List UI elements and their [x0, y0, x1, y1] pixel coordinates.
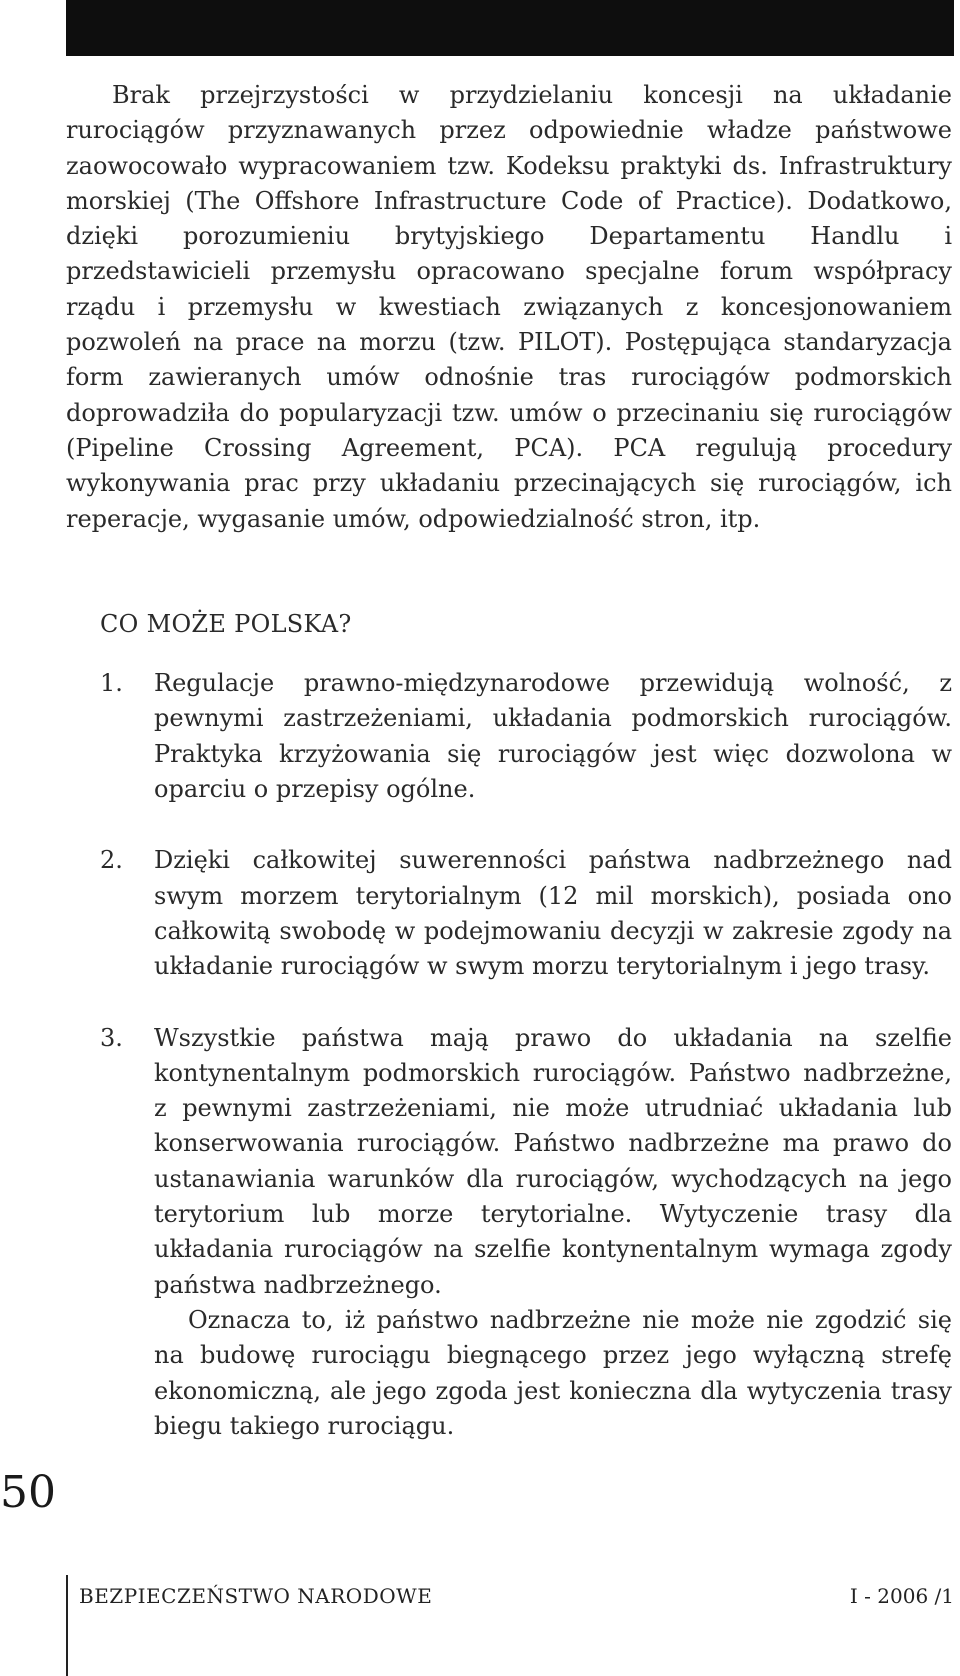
list-item-paragraph: Dzięki całkowitej suwerenności państwa nadbrzeżnego nad swym morzem terytorialnym (12 mil morskich), posiada ono całkowitą swobodę w podejmowaniu decyzji w zakresie zgody na układanie rurociągów w swym morzu terytorialnym i jego trasy.	[154, 846, 952, 981]
footer-journal-title: BEZPIECZEŃSTWO NARODOWE	[79, 1584, 433, 1608]
footer-divider	[66, 1575, 68, 1676]
list-item-3	[66, 1021, 952, 1445]
list-item-text	[154, 1021, 952, 1445]
list-item-text	[154, 843, 952, 984]
list-item-number: 1.	[100, 669, 123, 698]
page-number: 50	[0, 1467, 56, 1518]
list-item-2	[66, 843, 952, 984]
list-item-paragraph: Oznacza to, iż państwo nadbrzeżne nie może nie zgodzić się na budowę rurociągu biegnącego przez jego wyłączną strefę ekonomiczną, ale jego zgoda jest konieczna dla wytyczenia trasy biegu takiego rurociągu.	[154, 1305, 952, 1440]
page-body	[66, 78, 952, 1480]
list-item-paragraph: Wszystkie państwa mają prawo do układania na szelfie kontynentalnym podmorskich rurociągów. Państwo nadbrzeżne, z pewnymi zastrzeżeniami, nie może utrudniać układania lub konserwowania rurociągów. Państwo nadbrzeżne ma prawo do ustanawiania warunków dla rurociągów, wychodzących na jego terytorium lub morze terytorialne. Wytyczenie trasy dla układania rurociągów na szelfie kontynentalnym wymaga zgody państwa nadbrzeżnego.	[154, 1023, 952, 1299]
list-item-1	[66, 666, 952, 807]
intro-paragraph: Brak przejrzystości w przydzielaniu koncesji na układanie rurociągów przyznawanych przez odpowiednie władze państwowe zaowocowało wypracowaniem tzw. Kodeksu praktyki ds. Infrastruktury morskiej (The Offshore Infrastructure Code of Practice). Dodatkowo, dzięki porozumieniu brytyjskiego Departamentu Handlu i przedstawicieli przemysłu opracowano specjalne forum współpracy rządu i przemysłu w kwestiach związanych z koncesjonowaniem pozwoleń na prace na morzu (tzw. PILOT). Postępująca standaryzacja form zawieranych umów odnośnie tras rurociągów podmorskich doprowadziła do popularyzacji tzw. umów o przecinaniu się rurociągów (Pipeline Crossing Agreement, PCA). PCA regulują procedury wykonywania prac przy układaniu przecinających się rurociągów, ich reperacje, wygasanie umów, odpowiedzialność stron, itp.	[66, 81, 952, 533]
list-item-number: 3.	[100, 1023, 123, 1052]
list-item-paragraph: Regulacje prawno-międzynarodowe przewidują wolność, z pewnymi zastrzeżeniami, układania podmorskich rurociągów. Praktyka krzyżowania się rurociągów jest więc dozwolona w oparciu o przepisy ogólne.	[154, 669, 952, 804]
list-item-number: 2.	[100, 846, 123, 875]
footer-issue-number: I - 2006 /1	[849, 1584, 954, 1608]
section-heading: CO MOŻE POLSKA?	[100, 609, 352, 638]
list-item-text	[154, 666, 952, 807]
header-bar	[66, 0, 954, 56]
